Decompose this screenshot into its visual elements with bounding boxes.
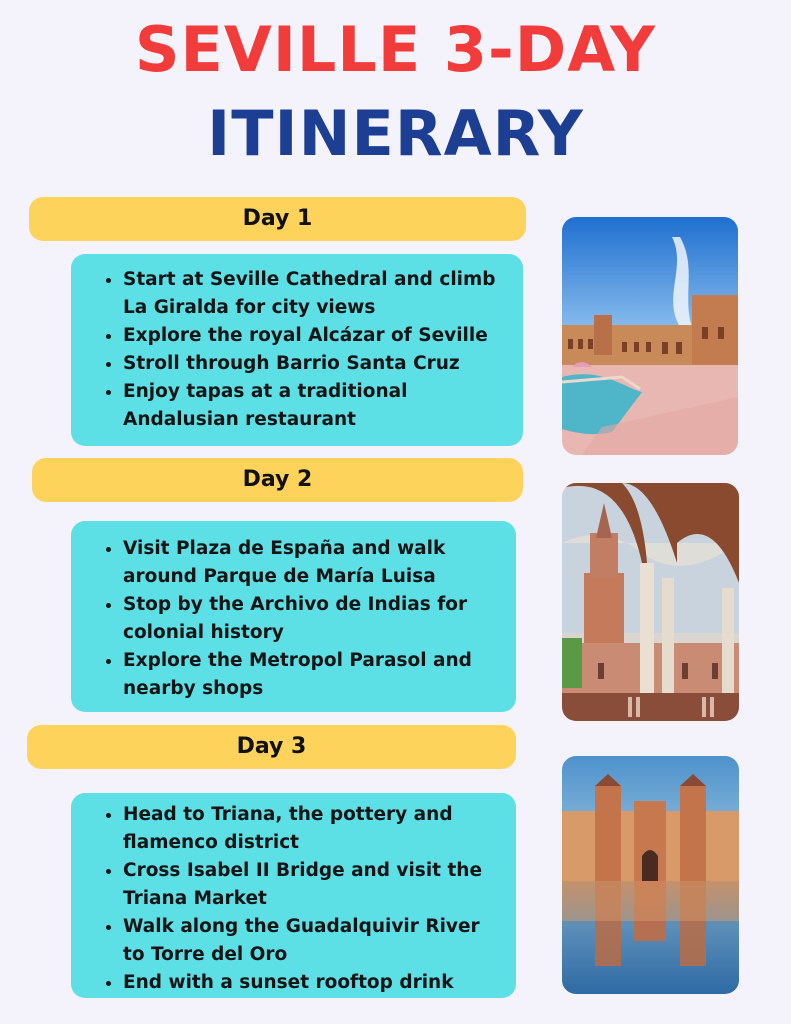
day-3-header: Day 3 [27,725,516,769]
title-line-2: ITINERARY [207,97,584,170]
activity-item: • Enjoy tapas at a traditional Andalusian restaurant [123,378,507,434]
activity-item: • Stroll through Barrio Santa Cruz [123,350,507,378]
activity-item: • Walk along the Guadalquivir River to Torre del Oro [123,913,500,969]
activity-item: • Explore the royal Alcázar of Seville [123,322,507,350]
activity-item: • Start at Seville Cathedral and climb La Giralda for city views [123,266,507,322]
title-line-1: SEVILLE 3-DAY [134,13,657,86]
activity-item: • Head to Triana, the pottery and flamenco district [123,801,500,857]
day-3-activities [71,793,516,998]
activity-item: • Stop by the Archivo de Indias for colonial history [123,591,500,647]
day-2-header: Day 2 [32,458,523,502]
day-1-activities [71,254,523,446]
museum-reflection-photo [562,756,739,994]
activity-item: • End with a sunset rooftop drink [123,969,500,997]
day-1-header: Day 1 [29,197,526,241]
activity-item: • Cross Isabel II Bridge and visit the Triana Market [123,857,500,913]
day-2-activities [71,521,516,712]
plaza-de-espana-photo [562,217,738,455]
plaza-tower-arches-photo [562,483,739,721]
activity-item: • Visit Plaza de España and walk around Parque de María Luisa [123,535,500,591]
activity-item: • Explore the Metropol Parasol and nearby shops [123,647,500,703]
